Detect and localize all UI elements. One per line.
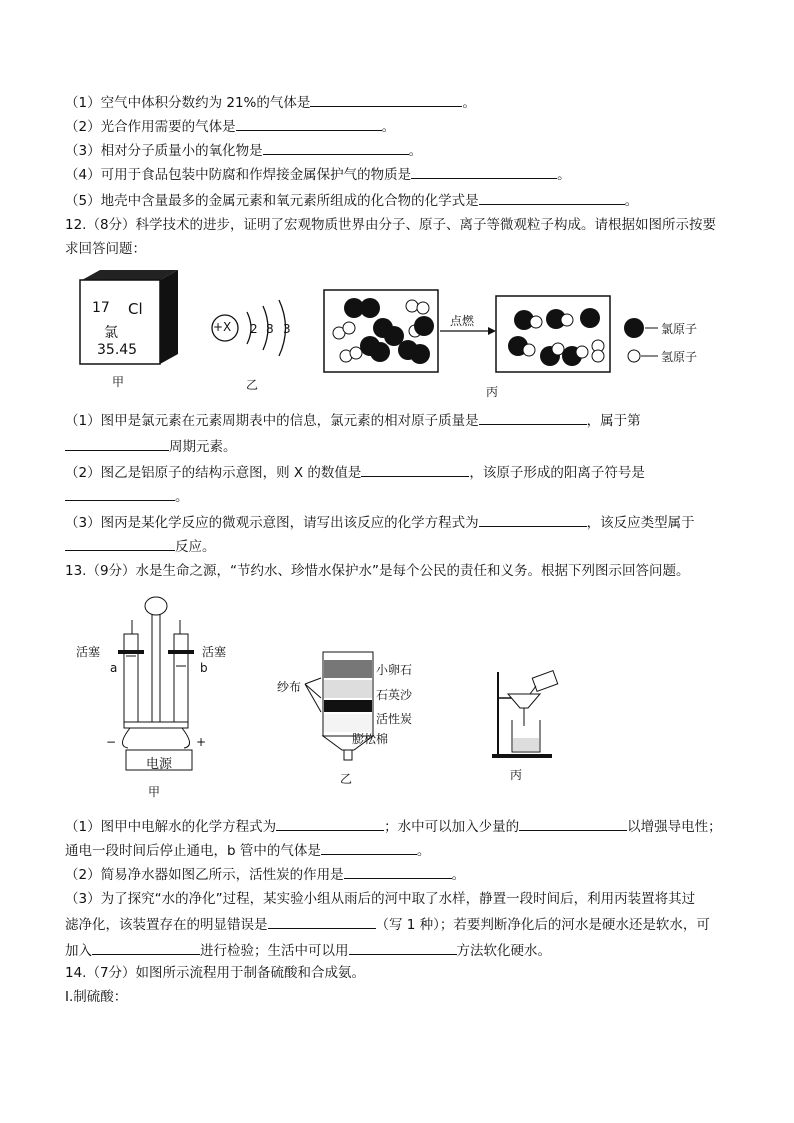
- answer-blank[interactable]: [479, 512, 587, 527]
- label-quartz-sand: 石英沙: [376, 688, 413, 702]
- answer-blank[interactable]: [65, 436, 169, 451]
- label-valve-right: 活塞: [202, 645, 227, 659]
- q13-stem: 13.（9分）水是生命之源，“节约水、珍惜水保护水”是每个公民的责任和义务。根据下列图示回答问题。: [65, 563, 690, 579]
- answer-blank[interactable]: [65, 536, 175, 551]
- caption-jia-13: 甲: [148, 785, 161, 799]
- q12-part1-line1: （1）图甲是氯元素在元素周期表中的信息，氯元素的相对原子质量是 ，属于第: [65, 410, 641, 430]
- answer-blank[interactable]: [349, 940, 457, 955]
- q11-item-1: （1）空气中体积分数约为 21%的气体是 。: [65, 92, 476, 112]
- caption-jia: 甲: [112, 375, 125, 389]
- element-symbol: Cl: [128, 300, 143, 318]
- label-cotton: 膨松棉: [352, 732, 389, 746]
- q11-item-4: （4）可用于食品包装中防腐和作焊接金属保护气的物质是 。: [65, 164, 571, 184]
- q13-part3-line1: （3）为了探究“水的净化”过程，某实验小组从雨后的河中取了水样，静置一段时间后，利用丙装置将其过: [65, 891, 696, 907]
- label-tube-b: b: [200, 661, 208, 675]
- shell-electrons-3: 3: [283, 322, 291, 336]
- nucleus-charge: +X: [213, 320, 232, 334]
- element-mass: 35.45: [97, 342, 138, 358]
- q14-sub-heading: Ⅰ.制硫酸：: [65, 989, 128, 1005]
- q12-part2-line2: 。: [65, 486, 189, 506]
- caption-yi: 乙: [246, 378, 259, 392]
- element-number: 17: [92, 300, 110, 316]
- answer-blank[interactable]: [65, 486, 175, 501]
- water-purifier-figure: [318, 650, 378, 765]
- arrow-label-ignite: 点燃: [450, 314, 475, 328]
- label-valve-left: 活塞: [76, 645, 101, 659]
- answer-blank[interactable]: [479, 410, 587, 425]
- q12-part2-line1: （2）图乙是铝原子的结构示意图，则 X 的数值是 ，该原子形成的阳离子符号是: [65, 462, 645, 482]
- answer-blank[interactable]: [344, 864, 452, 879]
- answer-blank[interactable]: [519, 816, 627, 831]
- label-pebbles: 小卵石: [376, 663, 413, 677]
- q13-part3-line3: 加入 进行检验；生活中可以用 方法软化硬水。: [65, 940, 551, 960]
- label-tube-a: a: [110, 661, 118, 675]
- answer-blank[interactable]: [276, 816, 384, 831]
- gauze-pointer-lines: [303, 676, 323, 716]
- label-activated-carbon: 活性炭: [376, 712, 413, 726]
- answer-blank[interactable]: [411, 164, 557, 179]
- q13-part1-line2: 通电一段时间后停止通电，b 管中的气体是 。: [65, 840, 430, 860]
- answer-blank[interactable]: [236, 116, 382, 131]
- answer-blank[interactable]: [361, 462, 469, 477]
- legend-hydrogen-atom: 氢原子: [661, 350, 698, 364]
- q12-part1-line2: 周期元素。: [65, 436, 237, 456]
- label-positive: +: [196, 735, 207, 749]
- label-gauze: 纱布: [277, 680, 302, 694]
- answer-blank[interactable]: [92, 940, 200, 955]
- shell-electrons-2: 8: [266, 322, 274, 336]
- q11-item-3: （3）相对分子质量小的氧化物是 。: [65, 140, 422, 160]
- answer-blank[interactable]: [310, 92, 462, 107]
- answer-blank[interactable]: [268, 914, 376, 929]
- filtration-figure: [490, 664, 570, 764]
- element-name: 氯: [104, 325, 118, 341]
- answer-blank[interactable]: [479, 190, 625, 205]
- q12-part3-line1: （3）图丙是某化学反应的微观示意图，请写出该反应的化学方程式为 ，该反应类型属于: [65, 512, 695, 532]
- q13-part1-line1: （1）图甲中电解水的化学方程式为 ；水中可以加入少量的 以增强导电性；: [65, 816, 722, 836]
- q12-stem-line2: 求回答问题：: [65, 241, 146, 257]
- q14-stem: 14.（7分）如图所示流程用于制备硫酸和合成氨。: [65, 965, 366, 981]
- label-power-source: 电源: [146, 757, 173, 772]
- q13-part2: （2）简易净水器如图乙所示，活性炭的作用是 。: [65, 864, 465, 884]
- q12-stem-line1: 12.（8分）科学技术的进步，证明了宏观物质世界由分子、原子、离子等微观粒子构成。请根据如图所示按要: [65, 217, 717, 233]
- legend-chlorine-atom: 氯原子: [661, 322, 698, 336]
- q11-item-5: （5）地壳中含量最多的金属元素和氧元素所组成的化合物的化学式是 。: [65, 190, 638, 210]
- caption-bing: 丙: [486, 385, 499, 399]
- q13-part3-line2: 滤净化，该装置存在的明显错误是 （写 1 种）；若要判断净化后的河水是硬水还是软水，可: [65, 914, 710, 934]
- q12-part3-line2: 反应。: [65, 536, 216, 556]
- caption-yi-13: 乙: [340, 772, 353, 786]
- label-negative: −: [106, 735, 117, 749]
- q11-item-2: （2）光合作用需要的气体是 。: [65, 116, 395, 136]
- answer-blank[interactable]: [321, 840, 417, 855]
- answer-blank[interactable]: [263, 140, 409, 155]
- shell-electrons-1: 2: [250, 322, 258, 336]
- caption-bing-13: 丙: [510, 768, 523, 782]
